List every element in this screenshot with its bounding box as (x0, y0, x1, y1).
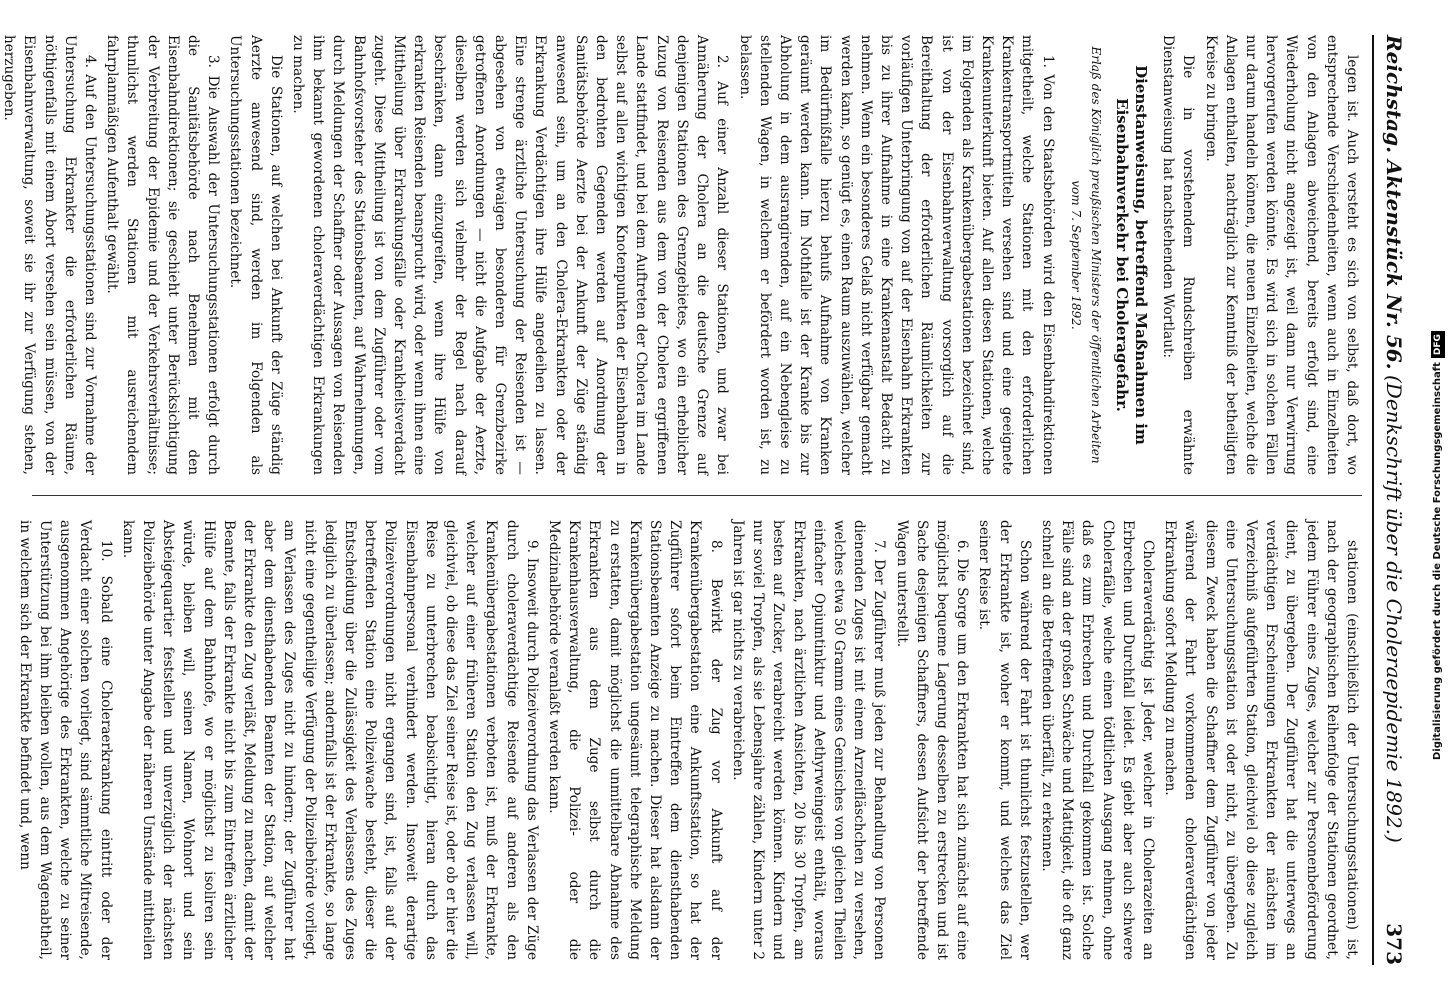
paragraph: 9. Insoweit durch Polizeiverordnung das Verlassen der Züge durch choleraverdächtige Reisende auf anderen als den Krankenübergabestationen verboten ist, muß der Erkrankte, welcher auf einer früheren Station den Zug verlassen will, gleichviel, ob diese das Ziel seiner Reise ist, oder ob er hier die Reise zu unterbrechen beabsichtigt, hieran durch das Eisenbahnpersonal verhindert werden. Insoweit derartige Polizeiverordnungen nicht ergangen sind, ist, falls auf der betreffenden Station eine Polizeiwache besteht, dieser die Entscheidung über die Zulässigkeit des Verlassens des Zuges lediglich zu überlassen; andernfalls ist der Erkrankte, so lange nicht eine gegentheilige Verfügung der Polizeibehörde vorliegt, am Verlassen des Zuges nicht zu hindern; der Zugführer hat aber dem diensthabenden Beamten der Station, auf welcher der Erkrankte den Zug verläßt, Meldung zu machen, damit der Beamte, falls der Erkrankte nicht bis zum Eintreffen ärztlicher Hülfe auf dem Bahnhofe, wo er möglichst zu isoliren sein würde, bleiben will, seinen Namen, Wohnort und sein Absteigequartier feststellen und unverzüglich der nächsten Polizeibehörde unter Angabe der näheren Umstände mittheilen kann. (119, 520, 540, 960)
right-column (16, 520, 1362, 960)
paragraph: 1. Von den Staatsbehörden wird den Eisenbahndirektionen mitgetheilt, welche Stationen mit den erforderlichen Krankentransportmitteln versehen sind und eine geeignete Krankenunterkunft bieten. Auf allen diesen Stationen, welche im Folgenden als Krankenübergabestationen bezeichnet sind, ist von der Eisenbahnverwaltung vorsorglich auf die Bereithaltung der erforderlichen Räumlichkeiten zur vorläufigen Unterbringung von auf der Eisenbahn Erkrankten bis zu ihrer Aufnahme in eine Krankenanstalt Bedacht zu nehmen. Wenn ein besonderes Gelaß nicht verfügbar gemacht werden kann, so genügt es, einen Raum auszuwählen, welcher im Bedürfnißfalle hierzu behufs Aufnahme von Kranken geräumt werden kann. Im Nothfalle ist der Kranke bis zur Abholung in dem ausrangirenden, auf ein Nebengleise zu stellenden Wagen, in welchem er befördert worden ist, zu belassen. (736, 35, 1056, 475)
paragraph: 2. Auf einer Anzahl dieser Stationen, und zwar bei Annäherung der Cholera an die deutsche Grenze auf denjenigen Stationen des Grenzgebietes, wo ein erheblicher Zuzug von Reisenden aus dem von der Cholera ergriffenen Lande stattfindet, und bei dem Auftreten der Cholera im Lande selbst auf allen wichtigen Knotenpunkten der Eisenbahnen in den bedrohten Gegenden werden auf Anordnung der Sanitätsbehörde Aerzte bei der Ankunft der Züge ständig anwesend sein, um an den Cholera-Erkrankten oder der Erkrankung Verdächtigen ihre Hülfe angedeihen zu lassen. Eine strenge ärztliche Untersuchung der Reisenden ist — abgesehen von etwaigen besonderen für Grenzbezirke getroffenen Anordnungen — nicht die Aufgabe der Aerzte, dieselben werden sich vielmehr der Regel nach darauf beschränken, dann einzugreifen, wenn ihre Hülfe von erkrankten Reisenden beansprucht wird, oder wenn ihnen eine Mittheilung über Erkrankungsfälle oder Krankheitsverdacht zugeht. Diese Mittheilung ist von dem Zugführer oder vom Bahnhofsvorsteher des Stationsbeamten, auf Wahrnehmungen, durch Meldungen der Schaffner oder Aussagen von Reisenden ihm bekannt gewordenen choleraverdächtigen Erkrankungen zu machen. (290, 35, 731, 475)
left-column (1, 35, 1362, 475)
paragraph: legen ist. Auch versteht es sich von selbst, daß dort, wo entsprechende Verschiedenheiten, wenn auch in Einzelheiten von den Anlagen abweichend, bereits erfolgt sind, eine Wiederholung nicht angezeigt ist, weil dann nur Verwirrung hervorgerufen werden könnte. Es wird sich in solchen Fällen nur darum handeln können, die neuen Einzelheiten, welche die Anlagen enthalten, nachträglich zur Kenntniß der betheiligten Kreise zu bringen. (1202, 35, 1360, 475)
paragraph: Die in vorstehendem Rundschreiben erwähnte Dienstanweisung hat nachstehenden Wortlaut: (1160, 35, 1197, 475)
paragraph: 7. Der Zugführer muß jeden zur Behandlung von Personen dienenden Zuges ist mit einem Arzneifläschchen zu versehen, welches etwa 50 Gramm eines Gemisches von gleichen Theilen einfacher Opiumtinktur und Aethyrweingeist enthält, woraus Erkrankten, nach ärztlichen Ansichten, 20 bis 30 Tropfen, am besten auf Zucker, verabreicht werden können. Kindern und nur soviel Tropfen, als sie Lebensjahre zählen, Kindern unter 2 Jahren ist gar nichts zu verabreichen. (729, 520, 888, 960)
section-subtitle: Erlaß des Königlich preußischen Ministers der öffentlichen Arbeiten vom 7. September 1892. (1068, 46, 1103, 464)
paragraph: 10. Sobald eine Choleraerkrankung eintritt oder der Verdacht einer solchen vorliegt, sind sämmtliche Mitreisende, ausgenommen Angehörige des Erkrankten, welche zu seiner Unterstützung bei ihm bleiben wollen, aus dem Wagenabtheil, in welchem sich der Erkrankte befindet und, wenn (16, 520, 114, 960)
paragraph: stationen (einschließlich der Untersuchungsstationen) ist, nach der geographischen Reihenfolge der Stationen geordnet, jedem Führer eines Zuges, welcher zur Personenbeförderung dient, zu übergeben. Der Zugführer hat die unterwegs an verdächtigen Erscheinungen Erkrankten der nächsten im Verzeichniß aufgeführten Station, gleichviel ob diese zugleich eine Untersuchungsstation ist oder nicht, zu übergeben. Zu diesem Zweck haben die Schaffner dem Zugführer von jeder während der Fahrt vorkommenden choleraverdächtigen Erkrankung sofort Meldung zu machen. (1162, 520, 1360, 960)
column-divider (32, 495, 1362, 496)
header-left: Reichstag. Aktenstück Nr. 56. (1382, 35, 1406, 370)
paragraph: 6. Die Sorge um den Erkrankten hat sich zunächst auf eine möglichst bequeme Lagerung desselben zu erstrecken und ist Sache desjenigen Schaffners, dessen Aufsicht der betreffende Wagen unterstellt. (893, 520, 971, 960)
page-number: 373 (1382, 923, 1406, 965)
section-title: Dienstanweisung, betreffend Maßnahmen im Eisenbahnverkehr bei Choleragefahr. (1112, 65, 1150, 445)
paragraph: 3. Die Auswahl der Untersuchungsstationen erfolgt durch die Sanitätsbehörde nach Benehmen mit den Eisenbahndirektionen; sie geschieht unter Berücksichtigung der Verbreitung der Epidemie und der Verkehrsverhältnisse; thunlichst werden Stationen mit ausreichendem fahrplanmäßigen Aufenthalt gewählt. (104, 35, 222, 475)
digitization-notice (1402, 320, 1443, 760)
paragraph: Schon während der Fahrt ist thunlichst festzustellen, wer der Erkrankte ist, woher er kommt, und welches das Ziel seiner Reise ist. (976, 520, 1033, 960)
paragraph: Choleraverdächtig ist Jeder, welcher in Cholerazeiten an Erbrechen und Durchfall leidet. Es giebt aber auch schwere Cholerafälle, welche einen tödtlichen Ausgang nehmen, ohne daß es zum Erbrechen und Durchfall gekommen ist. Solche Fälle sind an der großen Schwäche und Mattigkeit, die oft ganz schnell an die Betreffenden überfällt, zu erkennen. (1038, 520, 1156, 960)
paragraph: 4. Auf den Untersuchungsstationen sind zur Vornahme der Untersuchung Erkrankter die erforderlichen Räume, nöthigenfalls mit einem Abort versehen sein müssen, von der Eisenbahnverwaltung, soweit sie ihr zur Verfügung stehen, herzugeben. (1, 35, 99, 475)
digitization-notice-text: Digitalisierung gefördert durch die Deutsche Forschungsgemeinschaft (1432, 362, 1443, 760)
dfg-logo: DFG (1431, 331, 1445, 358)
paragraph: 8. Bewirkt der Zug vor Ankunft auf der Krankenübergabestation eine Ankunftsstation, so hat der Zugführer sofort beim Eintreffen dem diensthabenden Stationsbeamten Anzeige zu machen. Dieser hat alsdann der Krankenübergabestation ungesäumt telegraphische Meldung zu erstatten, damit möglichst die unmittelbare Abnahme des Erkrankten aus dem Zuge selbst durch die Krankenhausverwaltung, die Polizei- oder die Medizinalbehörde veranlaßt werden kann. (546, 520, 724, 960)
header-title: (Denkschrift über die Choleraepidemie 1892.) (1382, 375, 1406, 843)
paragraph: Die Stationen, auf welchen bei Ankunft der Züge ständig Aerzte anwesend sind, werden im Folgenden als Untersuchungsstationen bezeichnet. (227, 35, 284, 475)
